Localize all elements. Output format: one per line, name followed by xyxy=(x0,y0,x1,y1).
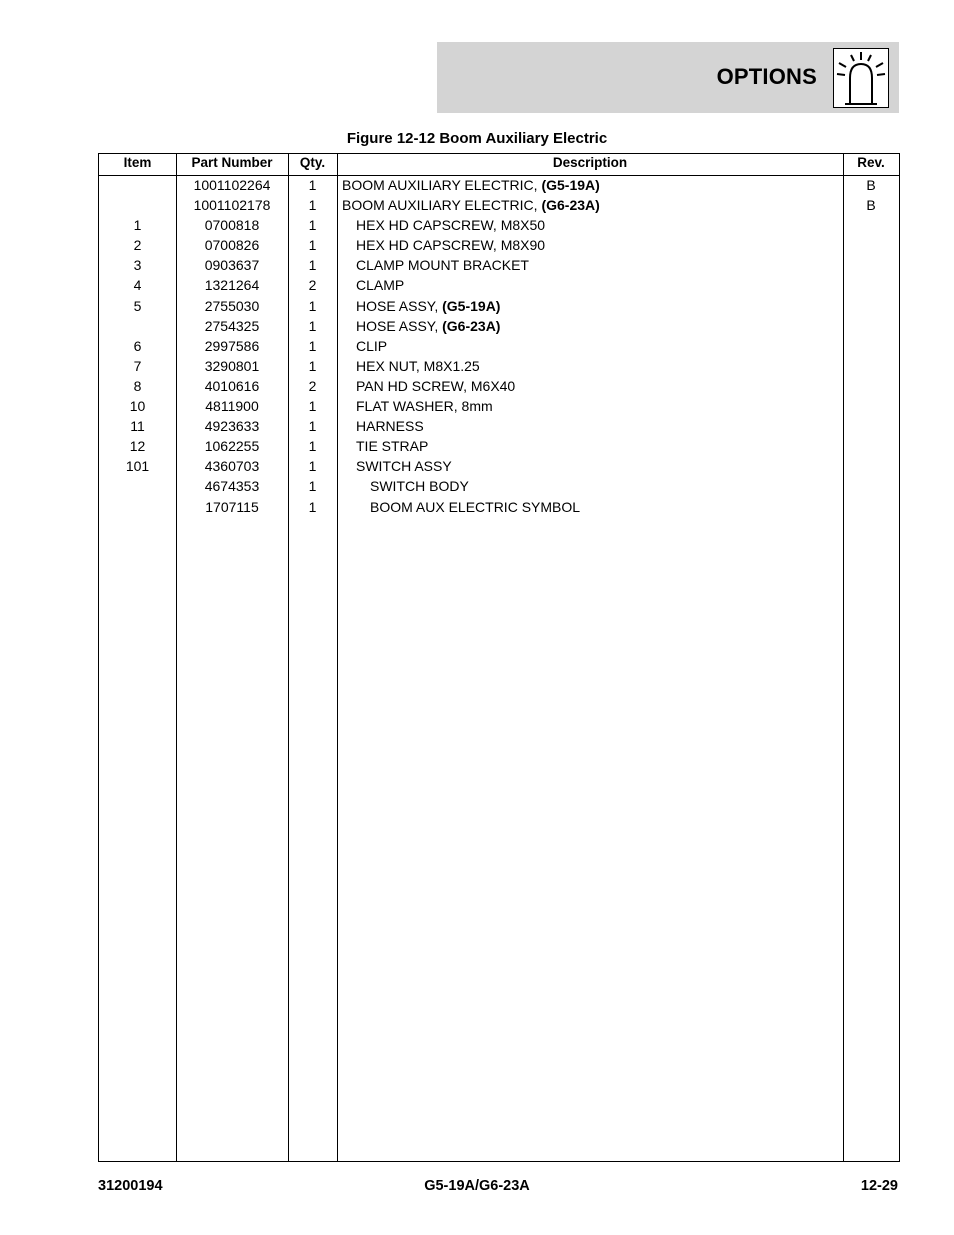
table-row xyxy=(99,197,899,217)
parts-table xyxy=(98,153,900,1162)
section-title: OPTIONS xyxy=(716,64,817,89)
cell-description: BOOM AUXILIARY ELECTRIC, (G5-19A) xyxy=(342,177,600,193)
cell-description: HOSE ASSY, (G5-19A) xyxy=(356,297,501,314)
cell-qty: 1 xyxy=(308,357,317,374)
table-row xyxy=(99,177,899,197)
cell-qty: 1 xyxy=(308,438,317,455)
cell-part-number: 4923633 xyxy=(204,418,260,435)
section-header-band xyxy=(437,42,899,113)
cell-rev: B xyxy=(866,177,876,193)
cell-part-number: 2754325 xyxy=(204,317,260,334)
cell-description: BOOM AUX ELECTRIC SYMBOL xyxy=(370,498,581,515)
cell-description: SWITCH BODY xyxy=(370,478,469,495)
cell-part-number: 3290801 xyxy=(204,357,260,374)
cell-item: 8 xyxy=(133,377,142,394)
cell-description: HEX NUT, M8X1.25 xyxy=(356,357,480,374)
cell-description: HOSE ASSY, (G6-23A) xyxy=(356,317,501,334)
cell-qty: 1 xyxy=(308,337,317,354)
cell-part-number: 0700818 xyxy=(204,217,260,234)
cell-description: PAN HD SCREW, M6X40 xyxy=(356,377,516,394)
cell-description: TIE STRAP xyxy=(356,438,429,455)
cell-qty: 2 xyxy=(308,277,317,294)
cell-qty: 1 xyxy=(308,237,317,254)
cell-description: HEX HD CAPSCREW, M8X50 xyxy=(356,217,546,234)
cell-part-number: 4010616 xyxy=(204,377,260,394)
table-row xyxy=(99,458,899,478)
table-row xyxy=(99,358,899,378)
table-row xyxy=(99,217,899,237)
cell-qty: 1 xyxy=(308,297,317,314)
cell-rev: B xyxy=(866,197,876,214)
footer-doc-number: 31200194 xyxy=(98,1178,163,1194)
table-row xyxy=(99,438,899,458)
cell-description: HEX HD CAPSCREW, M8X90 xyxy=(356,237,546,254)
cell-item: 6 xyxy=(133,337,142,354)
cell-item: 5 xyxy=(133,297,142,314)
cell-description: CLAMP MOUNT BRACKET xyxy=(356,257,529,274)
cell-description: FLAT WASHER, 8mm xyxy=(356,398,493,415)
table-row xyxy=(99,277,899,297)
cell-item: 7 xyxy=(133,357,142,374)
cell-part-number: 0700826 xyxy=(204,237,260,254)
cell-qty: 1 xyxy=(308,458,317,475)
cell-item: 3 xyxy=(133,257,142,274)
column-header-part-number: Part Number xyxy=(191,155,273,170)
cell-part-number: 0903637 xyxy=(204,257,260,274)
cell-item: 101 xyxy=(125,458,150,475)
cell-description: BOOM AUXILIARY ELECTRIC, (G6-23A) xyxy=(342,197,600,214)
column-header-description: Description xyxy=(552,155,628,170)
cell-qty: 1 xyxy=(308,217,317,234)
cell-part-number: 4360703 xyxy=(204,458,260,475)
cell-item: 2 xyxy=(133,237,142,254)
table-row xyxy=(99,298,899,318)
table-row xyxy=(99,499,899,519)
cell-description: CLIP xyxy=(356,337,388,354)
cell-qty: 1 xyxy=(308,197,317,214)
column-header-item: Item xyxy=(123,155,152,170)
table-row xyxy=(99,478,899,498)
cell-part-number: 4674353 xyxy=(204,478,260,495)
cell-part-number: 1321264 xyxy=(204,277,260,294)
cell-item: 12 xyxy=(129,438,146,455)
cell-part-number: 4811900 xyxy=(205,398,259,415)
cell-qty: 1 xyxy=(308,418,317,435)
table-row xyxy=(99,338,899,358)
cell-part-number: 2997586 xyxy=(204,337,260,354)
cell-item: 11 xyxy=(130,418,145,435)
table-row xyxy=(99,398,899,418)
table-row xyxy=(99,418,899,438)
cell-qty: 1 xyxy=(308,317,317,334)
cell-part-number: 1707115 xyxy=(205,498,259,515)
table-row xyxy=(99,237,899,257)
cell-item: 1 xyxy=(133,217,142,234)
cell-qty: 1 xyxy=(308,398,317,415)
cell-qty: 1 xyxy=(308,177,317,193)
column-header-rev: Rev. xyxy=(857,155,885,170)
cell-description: HARNESS xyxy=(356,418,424,435)
cell-description: SWITCH ASSY xyxy=(356,458,452,475)
figure-title: Figure 12-12 Boom Auxiliary Electric xyxy=(346,130,608,147)
cell-part-number: 1062255 xyxy=(204,438,260,455)
footer-page-number: 12-29 xyxy=(860,1178,898,1194)
footer-model: G5-19A/G6-23A xyxy=(424,1178,530,1194)
column-header-qty: Qty. xyxy=(299,155,326,170)
cell-item: 4 xyxy=(133,277,142,294)
beacon-light-icon xyxy=(833,48,889,108)
cell-qty: 1 xyxy=(308,498,317,515)
cell-part-number: 2755030 xyxy=(204,297,260,314)
table-row xyxy=(99,378,899,398)
cell-description: CLAMP xyxy=(356,277,405,294)
cell-item: 10 xyxy=(129,398,146,415)
cell-qty: 1 xyxy=(308,257,317,274)
cell-qty: 2 xyxy=(308,377,317,394)
table-body xyxy=(99,177,899,519)
cell-qty: 1 xyxy=(308,478,317,495)
cell-part-number: 1001102264 xyxy=(193,177,271,193)
table-row xyxy=(99,257,899,277)
table-row xyxy=(99,318,899,338)
header-divider xyxy=(99,175,899,176)
cell-part-number: 1001102178 xyxy=(193,197,271,214)
